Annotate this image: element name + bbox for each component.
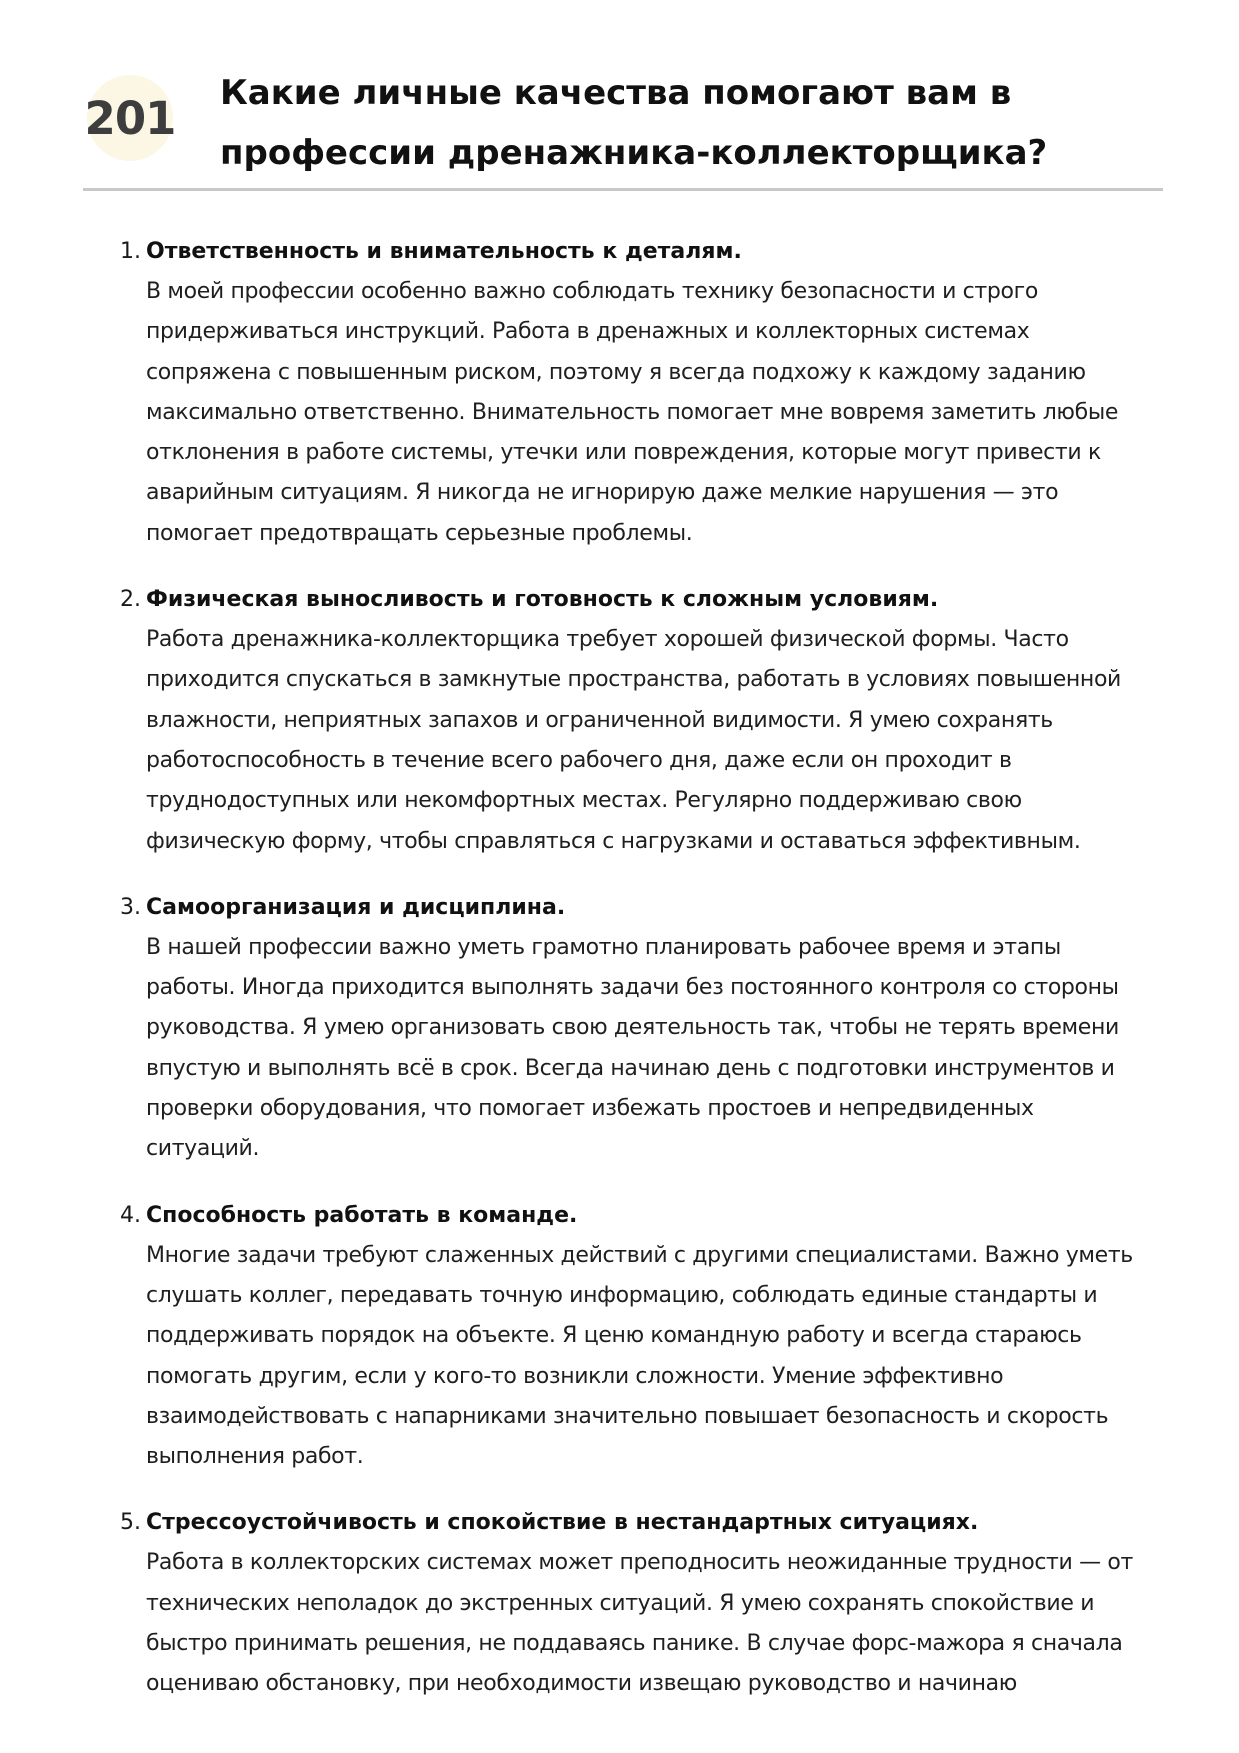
question-header	[83, 58, 1163, 191]
qualities-list	[98, 232, 1148, 1731]
quality-item	[98, 1503, 1148, 1704]
quality-number: 1.	[120, 239, 141, 264]
quality-description: Работа в коллекторских системах может преподносить неожиданные трудности — от технических неполадок до экстренных ситуаций. Я умею сохранять спокойствие и быстро принимать решения, не поддаваясь панике. В случае форс-мажора я сначала оцениваю обстановку, при необходимости извещаю руководство и начинаю	[146, 1550, 1133, 1697]
quality-number: 4.	[120, 1202, 141, 1228]
quality-description: В моей профессии особенно важно соблюдать технику безопасности и строго придерживаться инструкций. Работа в дренажных и коллекторных системах сопряжена с повышенным риском, поэтому я всегда подхожу к каждому заданию максимально ответственно. Внимательность помогает мне вовремя заметить любые отклонения в работе системы, утечки или повреждения, которые могут привести к аварийным ситуациям. Я никогда не игнорирую даже мелкие нарушения — это помогает предотвращать серьезные проблемы.	[146, 279, 1119, 546]
question-number-badge: 201	[87, 75, 173, 161]
quality-item	[98, 1196, 1148, 1478]
quality-title: Способность работать в команде.	[146, 1202, 578, 1228]
quality-item	[98, 580, 1148, 862]
quality-title: Стрессоустойчивость и спокойствие в нестандартных ситуациях.	[146, 1510, 979, 1536]
question-title: Какие личные качества помогают вам в профессии дренажника-коллекторщика?	[220, 73, 1048, 173]
quality-item	[98, 232, 1148, 554]
quality-description: В нашей профессии важно уметь грамотно планировать рабочее время и этапы работы. Иногда приходится выполнять задачи без постоянного контроля со стороны руководства. Я умею организовать свою деятельность так, чтобы не терять времени впустую и выполнять всё в срок. Всегда начинаю день с подготовки инструментов и проверки оборудования, что помогает избежать простоев и непредвиденных ситуаций.	[146, 934, 1119, 1162]
quality-title: Физическая выносливость и готовность к сложным условиям.	[146, 587, 939, 613]
quality-number: 3.	[120, 894, 141, 920]
quality-item	[98, 888, 1148, 1170]
quality-description: Многие задачи требуют слаженных действий с другими специалистами. Важно уметь слушать коллег, передавать точную информацию, соблюдать единые стандарты и поддерживать порядок на объекте. Я ценю командную работу и всегда стараюсь помогать другим, если у кого-то возникли сложности. Умение эффективно взаимодействовать с напарниками значительно повышает безопасность и скорость выполнения работ.	[146, 1242, 1133, 1470]
quality-description: Работа дренажника-коллекторщика требует хорошей физической формы. Часто приходится спускаться в замкнутые пространства, работать в условиях повышенной влажности, неприятных запахов и ограниченной видимости. Я умею сохранять работоспособность в течение всего рабочего дня, даже если он проходит в труднодоступных или некомфортных местах. Регулярно поддерживаю свою физическую форму, чтобы справляться с нагрузками и оставаться эффективным.	[146, 627, 1122, 854]
quality-title: Ответственность и внимательность к деталям.	[146, 239, 742, 264]
quality-title: Самоорганизация и дисциплина.	[146, 894, 566, 920]
quality-number: 2.	[120, 587, 141, 613]
quality-number: 5.	[120, 1510, 141, 1536]
